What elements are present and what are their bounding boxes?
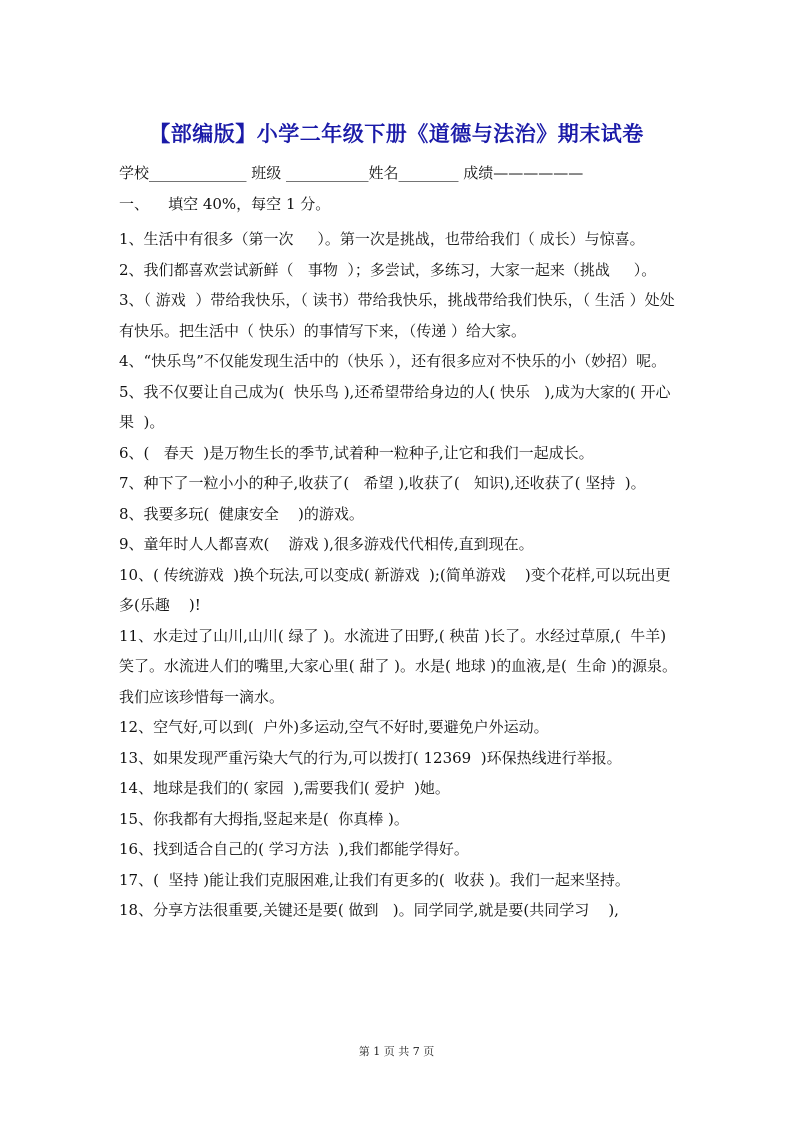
question-2: 2、我们都喜欢尝试新鲜（ 事物 ）；多尝试，多练习，大家一起来（挑战 ）。 <box>119 260 657 279</box>
page-footer: 第 1 页 共 7 页 <box>358 1045 435 1058</box>
section-heading: 一、 填空 40%，每空 1 分。 <box>119 195 331 213</box>
question-10: 10、( 传统游戏 )换个玩法,可以变成( 新游戏 );(简单游戏 )变个花样,可以玩出更多(乐趣 )! <box>119 565 671 614</box>
student-info-line: 学校_____________ 班级 ___________姓名________ 成绩—————— <box>119 164 584 182</box>
question-4: 4、“快乐鸟”不仅能发现生活中的（快乐 ），还有很多应对不快乐的小（妙招）呢。 <box>119 352 667 370</box>
question-9: 9、童年时人人都喜欢( 游戏 ),很多游戏代代相传,直到现在。 <box>119 535 534 553</box>
question-12: 12、空气好,可以到( 户外)多运动,空气不好时,要避免户外运动。 <box>119 718 549 736</box>
question-1: 1、生活中有很多（第一次 ）。第一次是挑战，也带给我们（ 成长）与惊喜。 <box>119 230 645 248</box>
question-13: 13、如果发现严重污染大气的行为,可以拨打( 12369 )环保热线进行举报。 <box>119 748 622 767</box>
question-11: 11、水走过了山川,山川( 绿了 )。水流进了田野,( 秧苗 )长了。水经过草原,( 牛羊)笑了。水流进人们的嘴里,大家心里( 甜了 )。水是( 地球 )的血液,是( 生命 )的源泉。我们应该珍惜每一滴水。 <box>119 626 678 706</box>
question-6: 6、( 春天 )是万物生长的季节,试着种一粒种子,让它和我们一起成长。 <box>119 443 594 462</box>
page-title: 【部编版】小学二年级下册《道德与法治》期末试卷 <box>149 121 644 146</box>
question-15: 15、你我都有大拇指,竖起来是( 你真棒 )。 <box>119 809 409 828</box>
question-3: 3、（ 游戏 ）带给我快乐，（ 读书）带给我快乐，挑战带给我们快乐，（ 生活 ）处处有快乐。把生活中（ 快乐）的事情写下来，（传递 ）给大家。 <box>119 291 675 340</box>
question-8: 8、我要多玩( 健康安全 )的游戏。 <box>119 504 364 523</box>
question-16: 16、找到适合自己的( 学习方法 ),我们都能学得好。 <box>119 840 469 858</box>
question-17: 17、( 坚持 )能让我们克服困难,让我们有更多的( 收获 )。我们一起来坚持。 <box>119 870 630 889</box>
question-14: 14、地球是我们的( 家园 ),需要我们( 爱护 )她。 <box>119 779 450 797</box>
question-list <box>119 224 679 926</box>
question-18: 18、分享方法很重要,关键还是要( 做到 )。同学同学,就是要(共同学习 ), <box>119 901 619 919</box>
question-7: 7、种下了一粒小小的种子,收获了( 希望 ),收获了( 知识),还收获了( 坚持 )。 <box>119 474 646 492</box>
question-5: 5、我不仅要让自己成为( 快乐鸟 ),还希望带给身边的人( 快乐 ),成为大家的( 开心果 )。 <box>119 382 671 431</box>
